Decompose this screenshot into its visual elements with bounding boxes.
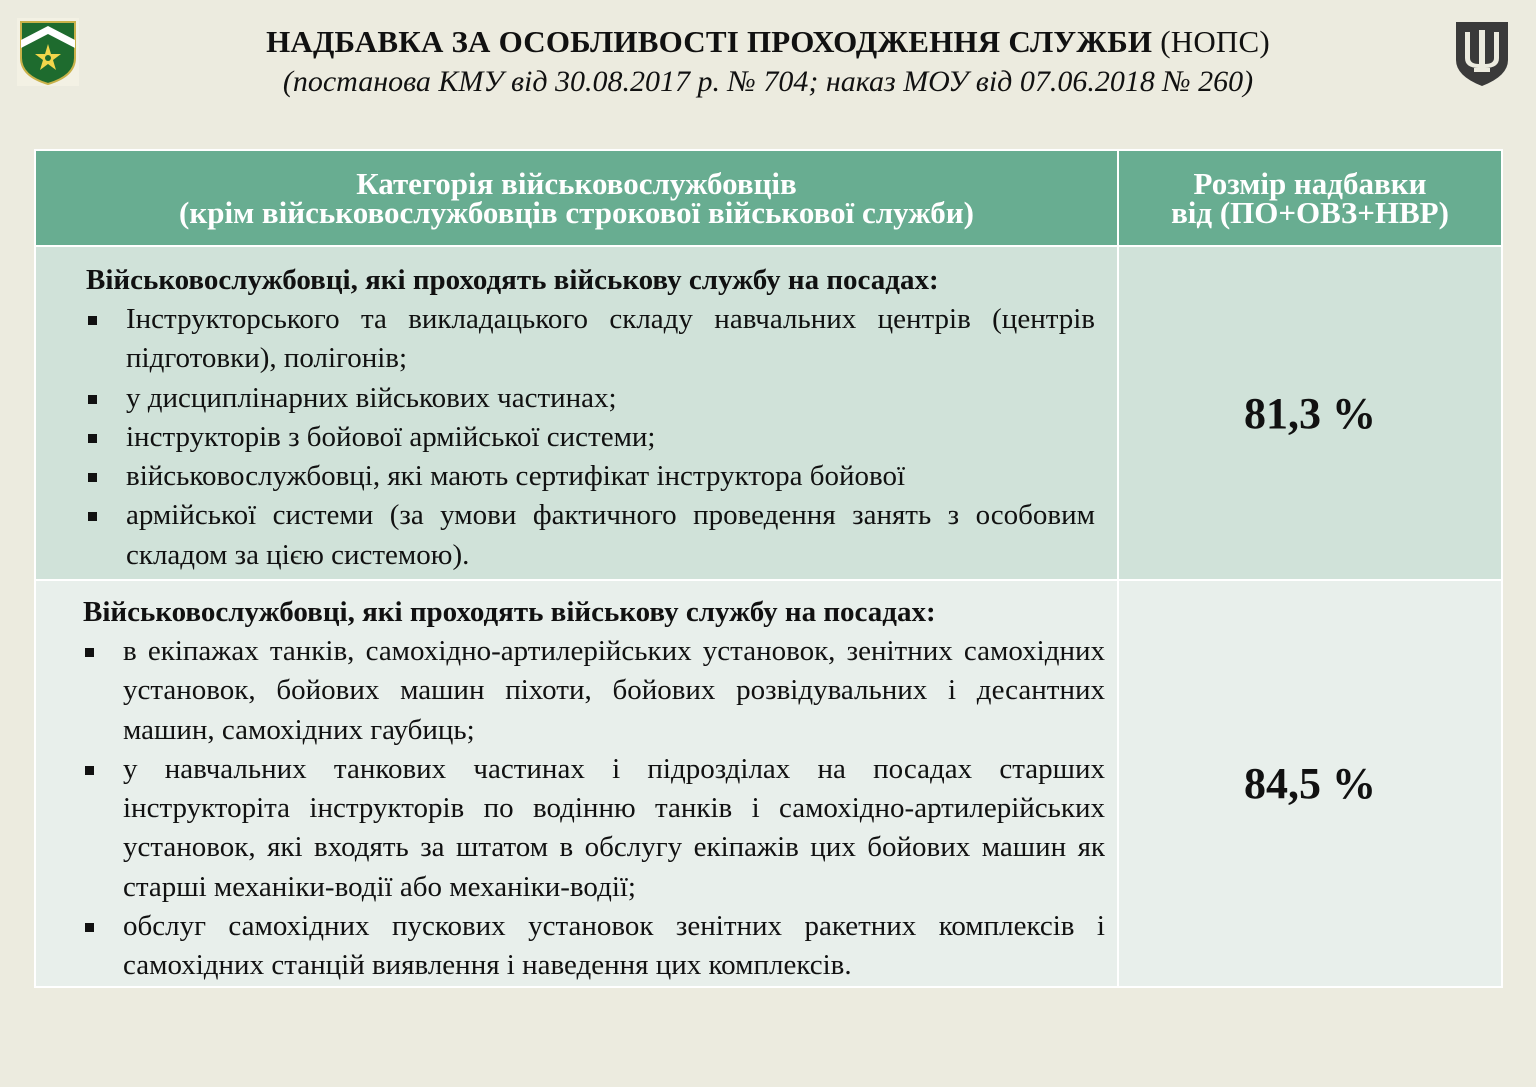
list-item: військовослужбовці, які мають сертифікат інструктора бойової <box>86 457 1095 496</box>
table-row <box>35 246 1502 580</box>
page-subtitle: (постанова КМУ від 30.08.2017 р. № 704; наказ МОУ від 07.06.2018 № 260) <box>282 65 1254 98</box>
amount-header-line2: від (ПО+ОВЗ+НВР) <box>1171 195 1449 230</box>
category-header-line2: (крім військовослужбовців строкової військової служби) <box>179 195 974 230</box>
table-row <box>35 580 1502 987</box>
amount-header-line1: Розмір надбавки <box>1193 166 1427 201</box>
list-item: інструкторів з бойової армійської системи; <box>86 418 1095 457</box>
amount-cell <box>1118 246 1502 580</box>
allowance-value: 84,5 % <box>1244 759 1376 808</box>
list-item: обслуг самохідних пускових установок зенітних ракетних комплексів і самохідних станцій виявлення і наведення цих комплексів. <box>83 907 1105 986</box>
list-item: армійської системи (за умови фактичного проведення занять з особовим складом за цією системою). <box>86 496 1095 575</box>
list-item: Інструкторського та викладацького складу навчальних центрів (центрів підготовки), полігонів; <box>86 300 1095 379</box>
page-title <box>90 22 1446 62</box>
trident-shield-icon <box>1452 18 1512 88</box>
amount-column-header <box>1118 150 1502 246</box>
title-block <box>90 22 1446 102</box>
category-header-line1: Категорія військовослужбовців <box>356 166 797 201</box>
category-list <box>86 300 1095 575</box>
unit-emblem-icon <box>17 18 79 86</box>
allowance-table <box>34 149 1503 988</box>
table-header-row <box>35 150 1502 246</box>
amount-cell <box>1118 580 1502 987</box>
list-item: у дисциплінарних військових частинах; <box>86 379 1095 418</box>
title-main: НАДБАВКА ЗА ОСОБЛИВОСТІ ПРОХОДЖЕННЯ СЛУЖБИ <box>266 24 1153 59</box>
category-list <box>83 632 1105 986</box>
category-heading: Військовослужбовці, які проходять військову службу на посадах: <box>86 264 939 296</box>
allowance-value: 81,3 % <box>1244 388 1376 438</box>
category-column-header <box>35 150 1118 246</box>
category-heading: Військовослужбовці, які проходять військову службу на посадах: <box>83 596 936 628</box>
category-cell <box>35 580 1118 987</box>
list-item: у навчальних танкових частинах і підрозділах на посадах старших інструкторіта інструкторів по водінню танків і самохідно-артилерійських установок, які входять за штатом в обслугу екіпажів цих бойових машин як старші механіки-водії або механіки-водії; <box>83 750 1105 907</box>
category-cell <box>35 246 1118 580</box>
list-item: в екіпажах танків, самохідно-артилерійських установок, зенітних самохідних установок, бойових машин піхоти, бойових розвідувальних і десантних машин, самохідних гаубиць; <box>83 632 1105 750</box>
title-abbr: (НОПС) <box>1160 24 1270 59</box>
